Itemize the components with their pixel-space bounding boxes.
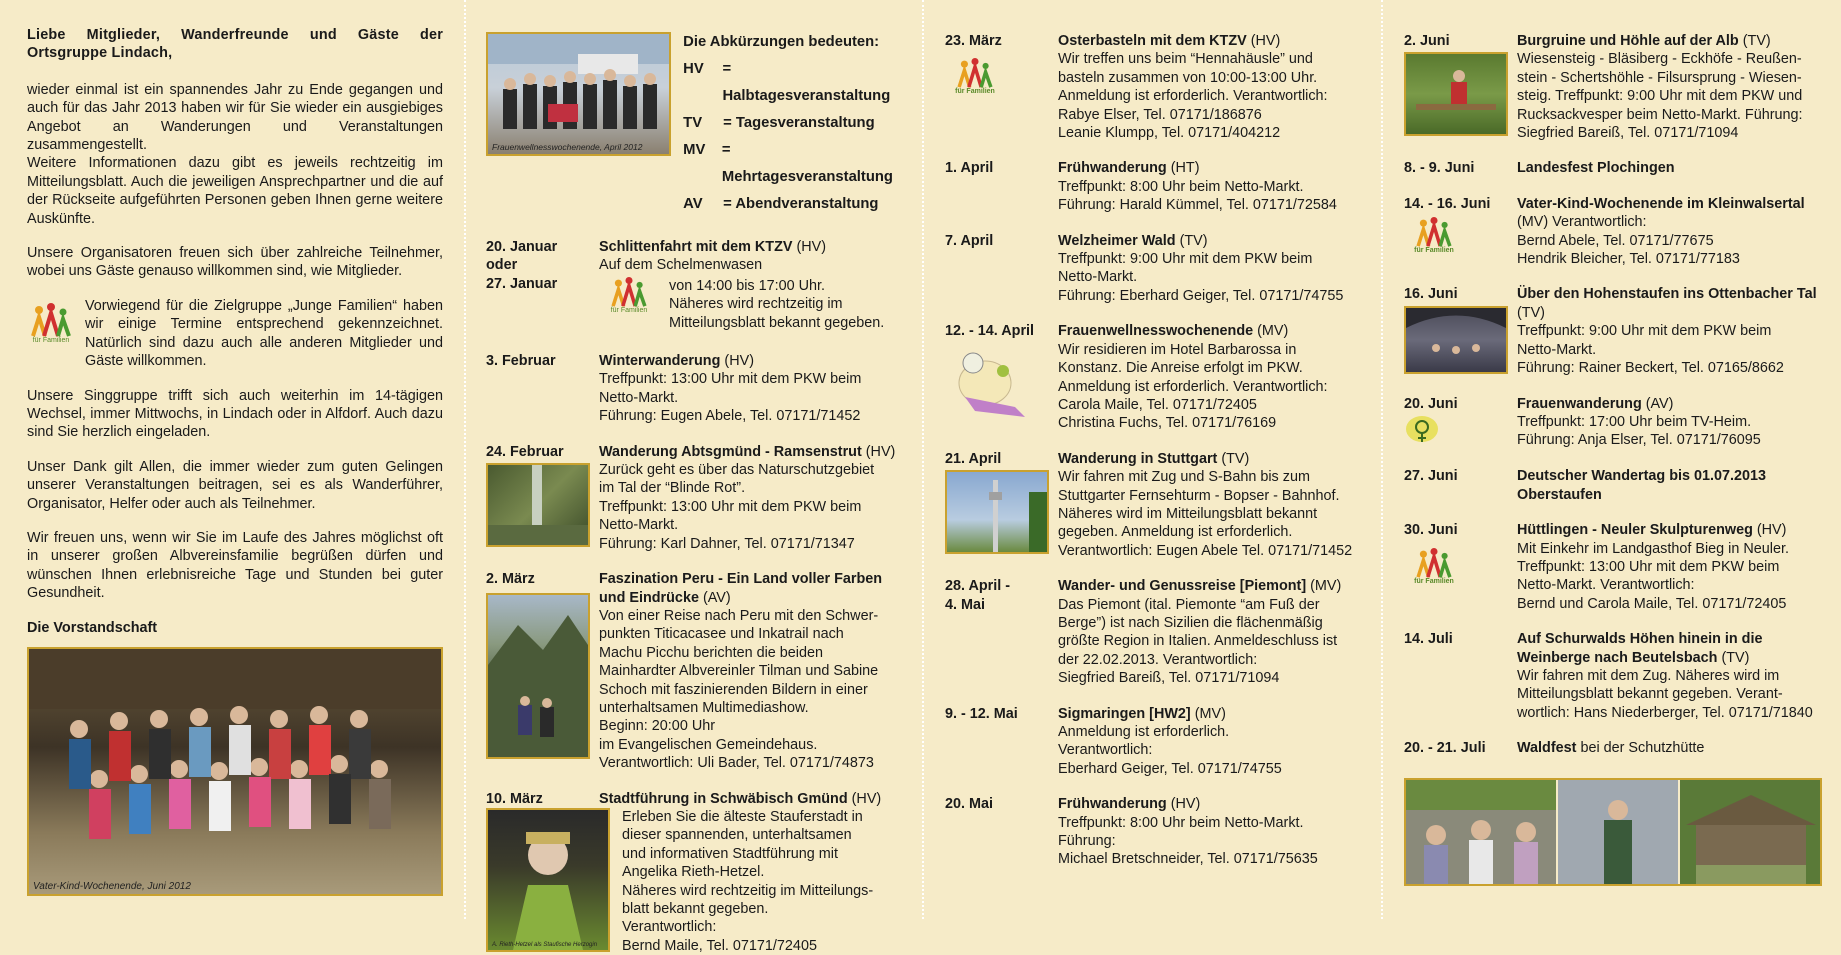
event-date: 23. März [945, 33, 1002, 49]
abbreviation-item: HV = Halbtagesveranstaltung [683, 61, 891, 104]
event-text: Wir fahren mit dem Zug. Näheres wird im Mitteilungsblatt bekannt gegeben. Verant- wortlich: Hans Niederberger, Tel. 07171/71840 [1517, 667, 1813, 721]
event-title: Stadtführung in Schwäbisch Gmünd (HV) [599, 790, 882, 807]
event-item [1404, 32, 1822, 142]
event-date: 2. Juni [1404, 33, 1450, 49]
event-title: Wander- und Genussreise [Piemont] (MV) [1058, 578, 1342, 595]
group-photo [27, 647, 443, 896]
intro-paragraph: wieder einmal ist ein spannendes Jahr zu Ende gegangen und auch für das Jahr 2013 haben wir für Sie wieder ein ausgiebiges Angebot an Wanderungen und Veranstaltungen zusammengestellt. [27, 81, 443, 154]
event-date: 9. - 12. Mai [945, 705, 1018, 722]
event-title: Winterwanderung (HV) [599, 353, 754, 370]
event-title: Über den Hohenstaufen ins Ottenbacher Tal (TV) [1517, 286, 1817, 321]
family-icon [609, 277, 649, 307]
peru-photo [486, 593, 590, 759]
event-text: Mit Einkehr im Landgasthof Bieg in Neuler. Treffpunkt: 13:00 Uhr mit dem PKW beim Netto-Markt. Verantwortlich: Bernd und Carola Maile, Tel. 07171/72405 [1517, 540, 1789, 612]
greeting: Liebe Mitglieder, Wanderfreunde und Gäste der Ortsgruppe Lindach, [27, 27, 443, 62]
photo-caption: A. Rieth-Hetzel als Staufische Herzogin [492, 941, 598, 948]
event-title: Wanderung in Stuttgart (TV) [1058, 450, 1250, 467]
event-item [945, 159, 1360, 214]
event-text: Zurück geht es über das Naturschutzgebiet im Tal der “Blinde Rot”. Treffpunkt: 13:00 Uhr mit dem PKW beim Netto-Markt. Führung: Karl Dahner, Tel. 07171/71347 [599, 462, 875, 552]
event-date: 12. - 14. April [945, 323, 1035, 340]
event-item [945, 577, 1360, 687]
event-item [945, 795, 1360, 869]
group-photo-image [29, 649, 441, 894]
family-label: für Familien [1414, 247, 1454, 255]
event-item [945, 232, 1360, 306]
event-title: Welzheimer Wald (TV) [1058, 232, 1208, 249]
family-logo [1410, 217, 1458, 255]
event-date: 1. April [945, 160, 994, 177]
event-date: 20. - 21. Juli [1404, 740, 1486, 757]
event-text: Treffpunkt: 8:00 Uhr beim Netto-Markt. Führung: Michael Bretschneider, Tel. 07171/75635 [1058, 814, 1318, 868]
abbreviation-item: TV = Tagesveranstaltung [683, 115, 875, 131]
event-text: Wir treffen uns beim “Hennahäusle” und basteln zusammen von 10:00-13:00 Uhr. Anmeldung ist erforderlich. Verantwortlich: Rabye Elser, Tel. 07171/186876 Leanie Klumpp, Tel. 07171/404212 [1058, 51, 1328, 142]
intro-column [27, 26, 443, 919]
event-date: 21. April [945, 450, 1002, 467]
abbreviation-legend [683, 32, 900, 218]
female-symbol-icon [1404, 415, 1440, 445]
family-icon [955, 58, 995, 88]
column-divider [1381, 0, 1383, 919]
event-text: Treffpunkt: 13:00 Uhr mit dem PKW beim Netto-Markt. Führung: Eugen Abele, Tel. 07171/71452 [599, 371, 862, 425]
event-date: 30. Juni [1404, 522, 1458, 539]
event-text: von 14:00 bis 17:00 Uhr. Näheres wird rechtzeitig im Mitteilungsblatt bekannt gegeben. [669, 277, 885, 331]
event-text: Wiesensteig - Bläsiberg - Eckhöfe - Reußen- stein - Schertshöhle - Filsursprung - Wiesen- steig. Treffpunkt: 9:00 Uhr mit dem PKW und Rucksackvesper beim Netto-Markt. Führung: Siegfried Bareiß, Tel. 07171/71094 [1517, 51, 1803, 142]
event-title: Hüttlingen - Neuler Skulpturenweg (HV) [1517, 522, 1787, 539]
event-item [1404, 195, 1822, 269]
event-item [486, 352, 900, 426]
event-item [1404, 467, 1822, 504]
waterfall-photo [486, 463, 590, 547]
herzogin-photo [486, 808, 610, 952]
event-text: Treffpunkt: 9:00 Uhr mit dem PKW beim Netto-Markt. Führung: Rainer Beckert, Tel. 07165/8662 [1517, 323, 1784, 377]
photo-caption: Frauenwellnesswochenende, April 2012 [492, 142, 643, 152]
family-label: für Familien [32, 336, 70, 344]
event-item [1404, 739, 1822, 757]
wellness-photo [486, 32, 671, 156]
event-date: 28. April - 4. Mai [945, 578, 1011, 613]
event-item [945, 32, 1360, 142]
cave-photo [1404, 306, 1508, 374]
event-title: Burgruine und Höhle auf der Alb (TV) [1517, 33, 1771, 49]
waldfest-image [1406, 780, 1820, 884]
events-column-2 [945, 32, 1360, 919]
event-title: Vater-Kind-Wochenende im Kleinwalsertal [1517, 195, 1805, 212]
event-item [486, 790, 900, 808]
event-item [1404, 521, 1822, 613]
wellness-photo-image [488, 34, 671, 154]
event-item [945, 450, 1360, 560]
abbreviation-heading: Die Abkürzungen bedeuten: [683, 34, 880, 50]
column-divider [464, 0, 466, 919]
abbreviation-item: MV = Mehrtagesveranstaltung [683, 142, 893, 185]
event-date: 8. - 9. Juni [1404, 160, 1475, 177]
event-title: Auf Schurwalds Höhen hinein in die Weinberge nach Beutelsbach (TV) [1517, 631, 1763, 666]
events-column-3 [1404, 32, 1822, 919]
event-title: Landesfest Plochingen [1517, 160, 1675, 177]
event-text: Von einer Reise nach Peru mit den Schwer- punkten Titicacasee und Inkatrail nach Machu Picchu berichten die beiden Mainhardter Albvereinler Tilman und Sabine Schoch mit faszinierenden Bildern in einer unterhaltsamen Multimediashow. Beginn: 20:00 Uhr im Evangelischen Gemeindehaus. Verantwortlich: Uli Bader, Tel. 07171/74873 [599, 607, 879, 772]
event-text: Auf dem Schelmenwasen [599, 257, 763, 274]
event-date: 20. Juni [1404, 395, 1458, 412]
waterfall-image [488, 465, 588, 545]
event-date: 14. Juli [1404, 631, 1453, 648]
event-title: Sigmaringen [HW2] (MV) [1058, 705, 1226, 722]
photo-caption: Vater-Kind-Wochenende, Juni 2012 [33, 880, 191, 892]
event-text: Wir residieren im Hotel Barbarossa in Konstanz. Die Anreise erfolgt im PKW. Anmeldung ist erforderlich. Verantwortlich: Carola Maile, Tel. 07171/72405 Christina Fuchs, Tel. 07171/76169 [1058, 341, 1328, 432]
event-title: Faszination Peru - Ein Land voller Farben und Eindrücke (AV) [599, 571, 883, 606]
family-label: für Familien [610, 306, 648, 314]
event-title: Waldfest bei der Schutzhütte [1517, 740, 1705, 757]
event-text: (MV) Verantwortlich: Bernd Abele, Tel. 07171/77675 Hendrik Bleicher, Tel. 07171/77183 [1517, 214, 1740, 268]
event-title: Deutscher Wandertag bis 01.07.2013 Oberstaufen [1517, 468, 1767, 503]
family-icon [29, 303, 73, 337]
waldfest-photo [1404, 778, 1822, 886]
event-text: Treffpunkt: 9:00 Uhr mit dem PKW beim Netto-Markt. Führung: Eberhard Geiger, Tel. 07171/74755 [1058, 251, 1344, 304]
tv-tower-image [947, 472, 1047, 552]
family-label: für Familien [1414, 577, 1454, 585]
event-date: 27. Juni [1404, 468, 1458, 485]
event-item [1404, 285, 1822, 377]
event-item [1404, 395, 1822, 451]
tv-tower-photo [945, 470, 1049, 554]
event-title: Frühwanderung (HV) [1058, 796, 1201, 813]
event-date: 24. Februar [486, 443, 564, 460]
event-title: Frauenwanderung (AV) [1517, 395, 1674, 412]
event-date: 20. Mai [945, 796, 993, 813]
abbreviation-item: AV = Abendveranstaltung [683, 196, 879, 212]
family-icon [1414, 217, 1454, 247]
column-divider [922, 0, 924, 919]
event-date: 16. Juni [1404, 286, 1458, 303]
bench-photo [1404, 52, 1508, 136]
bench-image [1406, 54, 1506, 134]
event-item [1404, 630, 1822, 722]
wellness-illustration [945, 345, 1037, 419]
event-item [486, 238, 900, 332]
family-icon [1414, 548, 1454, 578]
intro-paragraph: Weitere Informationen dazu gibt es jeweils rechtzeitig im Mitteilungsblatt. Auch die jeweiligen Ansprechpartner und die auf der Rückseite aufgeführten Personen geben Ihnen gerne weitere Auskünfte. [27, 155, 443, 227]
event-text: Treffpunkt: 17:00 Uhr beim TV-Heim. Führung: Anja Elser, Tel. 07171/76095 [1517, 413, 1761, 449]
event-date: 10. März [486, 790, 543, 807]
event-date: 14. - 16. Juni [1404, 195, 1491, 212]
family-note [27, 297, 443, 371]
event-title: Frauenwellnesswochenende (MV) [1058, 323, 1289, 340]
event-text: Anmeldung ist erforderlich. Verantwortlich: Eberhard Geiger, Tel. 07171/74755 [1058, 724, 1282, 777]
intro-paragraph: Unser Dank gilt Allen, die immer wieder zum guten Gelingen unserer Veranstaltungen beitragen, sei es als Wanderführer, Organisator, Helfer oder auch als Teilnehmer. [27, 458, 443, 512]
intro-paragraph: Wir freuen uns, wenn wir Sie im Laufe des Jahres möglichst oft in unserer großen Albvereinsfamilie begrüßen dürfen und wünschen Ihnen erlebnisreiche Tage und Stunden bei guter Gesundheit. [27, 529, 443, 602]
herzogin-image [488, 810, 608, 950]
event-date: 3. Februar [486, 353, 556, 370]
event-item [1404, 159, 1822, 177]
event-text: Das Piemont (ital. Piemonte “am Fuß der Berge”) ist nach Sizilien die flächenmäßig größte Region in Italien. Anmeldeschluss ist der 22.02.2013. Verantwortlich: Siegfried Bareiß, Tel. 07171/71094 [1058, 596, 1338, 687]
event-text: Erleben Sie die älteste Stauferstadt in dieser spannenden, unterhaltsamen und informativen Stadtführung mit Angelika Rieth-Hetzel. Näheres wird rechtzeitig im Mitteilungs- blatt bekannt gegeben. Verantwortlich: Bernd Maile, Tel. 07171/72405 [622, 808, 874, 954]
event-text: Treffpunkt: 8:00 Uhr beim Netto-Markt. Führung: Harald Kümmel, Tel. 07171/72584 [1058, 178, 1337, 214]
event-title: Osterbasteln mit dem KTZV (HV) [1058, 33, 1281, 49]
intro-paragraph: Unsere Organisatoren freuen sich über zahlreiche Teilnehmer, wobei uns Gäste genauso willkommen sind, wie Mitglieder. [27, 245, 443, 280]
family-logo [605, 277, 653, 332]
event-item [945, 705, 1360, 779]
event-item-continued [486, 808, 900, 955]
signature: Die Vorstandschaft [27, 619, 158, 636]
peru-image [488, 595, 588, 757]
family-logo [27, 303, 75, 371]
event-title: Frühwanderung (HT) [1058, 160, 1200, 177]
cave-image [1406, 308, 1506, 372]
event-date: 2. März [486, 571, 535, 588]
event-item [945, 322, 1360, 432]
intro-paragraph: Vorwiegend für die Zielgruppe „Junge Familien“ haben wir einige Termine entsprechend gekennzeichnet. Natürlich sind dazu auch alle anderen Mitglieder und Gäste willkommen. [85, 297, 443, 370]
events-column-1 [486, 32, 900, 954]
event-item [486, 443, 900, 553]
event-title: Schlittenfahrt mit dem KTZV (HV) [599, 239, 827, 255]
event-date: 7. April [945, 232, 994, 249]
event-date: 20. Januar oder 27. Januar [486, 239, 558, 292]
event-item [486, 570, 900, 772]
family-logo [951, 58, 999, 96]
family-label: für Familien [955, 88, 995, 96]
event-text: Wir fahren mit Zug und S-Bahn bis zum Stuttgarter Fernsehturm - Bopser - Bahnhof. Näheres wird im Mitteilungsblatt bekannt gegeben. Anmeldung ist erforderlich. Verantwortlich: Eugen Abele Tel. 07171/71452 [1058, 469, 1353, 559]
family-logo [1410, 548, 1458, 586]
intro-paragraph: Unsere Singgruppe trifft sich auch weiterhin im 14-tägigen Wechsel, immer Mittwochs, in Lindach oder in Alfdorf. Auch dazu sind Sie herzlich eingeladen. [27, 387, 443, 441]
abbreviations-block [486, 32, 900, 218]
event-title: Wanderung Abtsgmünd - Ramsenstrut (HV) [599, 443, 896, 460]
